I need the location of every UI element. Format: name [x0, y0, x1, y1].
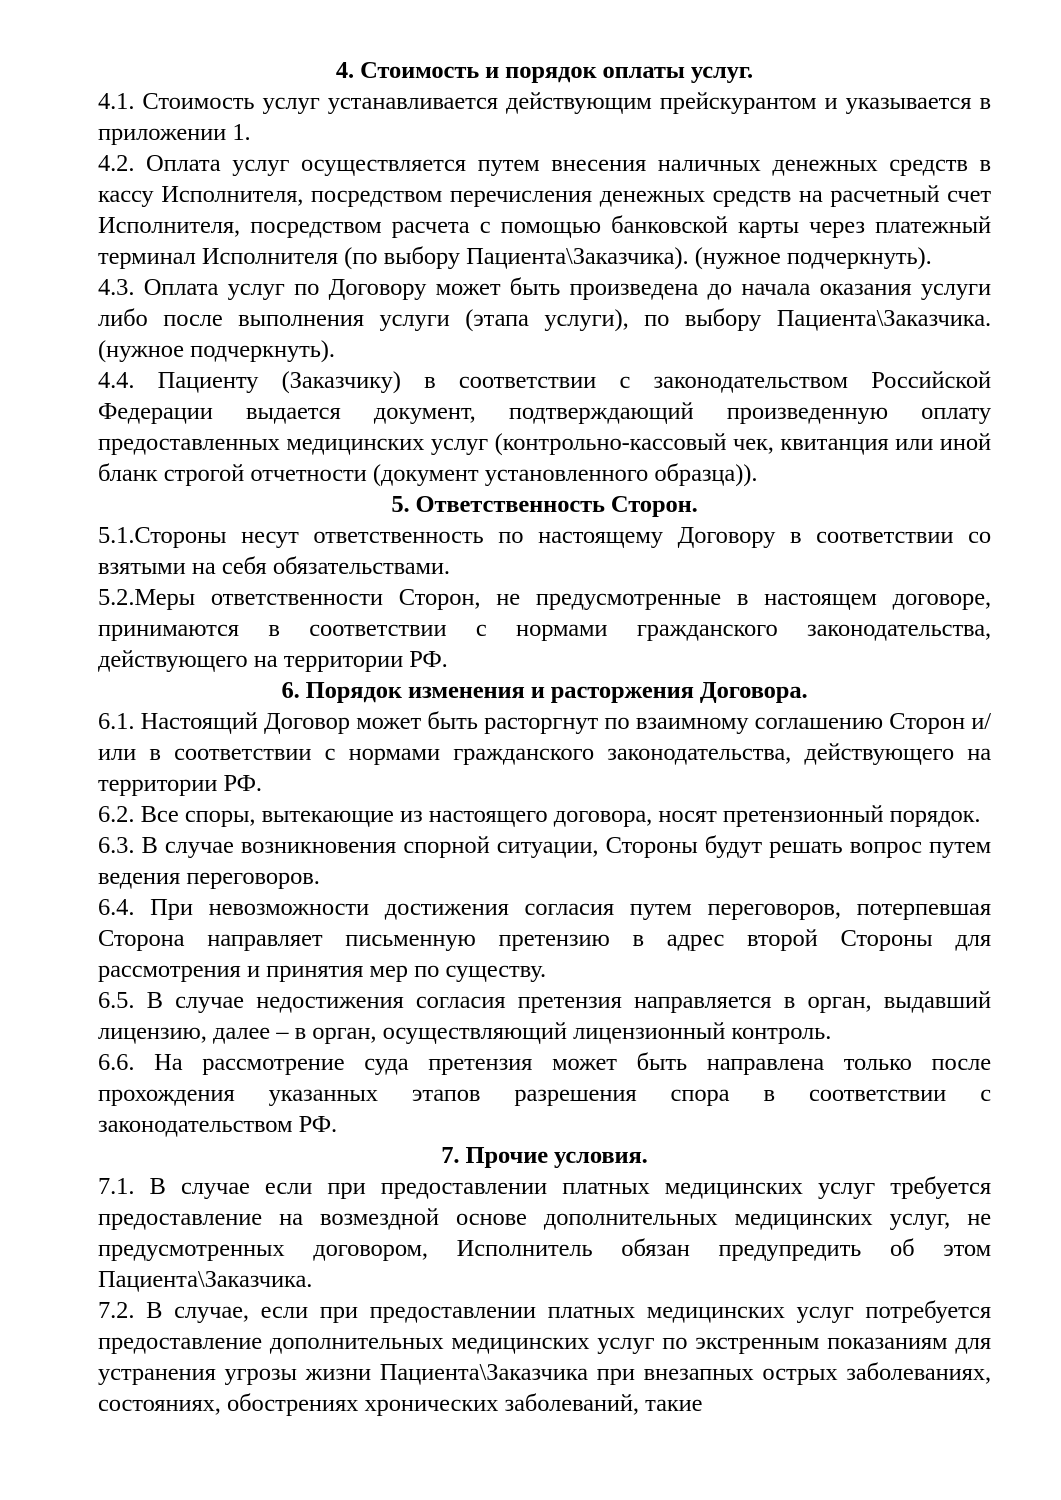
- clause-7-2: 7.2. В случае, если при предоставлении платных медицинских услуг потребуется предоставление дополнительных медицинских услуг по экстренным показаниям для устранения угрозы жизни Пациента\Заказчика при внезапных острых заболеваниях, состояниях, обострениях хронических заболеваний, такие: [98, 1297, 991, 1417]
- section-6-heading: 6. Порядок изменения и расторжения Договора.: [281, 677, 808, 704]
- clause-6-2: 6.2. Все споры, вытекающие из настоящего договора, носят претензионный порядок.: [98, 801, 981, 828]
- clause-4-3: 4.3. Оплата услуг по Договору может быть произведена до начала оказания услуги либо после выполнения услуги (этапа услуги), по выбору Пациента\Заказчика. (нужное подчеркнуть).: [98, 274, 991, 363]
- clause-7-1: 7.1. В случае если при предоставлении платных медицинских услуг требуется предоставление на возмездной основе дополнительных медицинских услуг, не предусмотренных договором, Исполнитель обязан предупредить об этом Пациента\Заказчика.: [98, 1173, 991, 1293]
- section-7-heading: 7. Прочие условия.: [441, 1142, 648, 1169]
- section-4-heading: 4. Стоимость и порядок оплаты услуг.: [335, 57, 754, 84]
- document-text-column: [98, 55, 991, 1419]
- clause-6-5: 6.5. В случае недостижения согласия претензия направляется в орган, выдавший лицензию, далее – в орган, осуществляющий лицензионный контроль.: [98, 987, 991, 1045]
- clause-5-2: 5.2.Меры ответственности Сторон, не предусмотренные в настоящем договоре, принимаются в соответствии с нормами гражданского законодательства, действующего на территории РФ.: [98, 584, 991, 673]
- clause-4-1: 4.1. Стоимость услуг устанавливается действующим прейскурантом и указывается в приложении 1.: [98, 88, 991, 146]
- clause-6-3: 6.3. В случае возникновения спорной ситуации, Стороны будут решать вопрос путем ведения переговоров.: [98, 832, 991, 890]
- clause-4-4: 4.4. Пациенту (Заказчику) в соответствии с законодательством Российской Федерации выдается документ, подтверждающий произведенную оплату предоставленных медицинских услуг (контрольно-кассовый чек, квитанция или иной бланк строгой отчетности (документ установленного образца)).: [98, 367, 991, 487]
- clause-5-1: 5.1.Стороны несут ответственность по настоящему Договору в соответствии со взятыми на себя обязательствами.: [98, 522, 991, 580]
- clause-6-4: 6.4. При невозможности достижения согласия путем переговоров, потерпевшая Сторона направляет письменную претензию в адрес второй Стороны для рассмотрения и принятия мер по существу.: [98, 894, 991, 983]
- clause-6-1: 6.1. Настоящий Договор может быть расторгнут по взаимному соглашению Сторон и/или в соответствии с нормами гражданского законодательства, действующего на территории РФ.: [98, 708, 991, 797]
- clause-4-2: 4.2. Оплата услуг осуществляется путем внесения наличных денежных средств в кассу Исполнителя, посредством перечисления денежных средств на расчетный счет Исполнителя, посредством расчета с помощью банковской карты через платежный терминал Исполнителя (по выбору Пациента\Заказчика). (нужное подчеркнуть).: [98, 150, 991, 270]
- clause-6-6: 6.6. На рассмотрение суда претензия может быть направлена только после прохождения указанных этапов разрешения спора в соответствии с законодательством РФ.: [98, 1049, 991, 1138]
- section-5-heading: 5. Ответственность Сторон.: [391, 491, 698, 518]
